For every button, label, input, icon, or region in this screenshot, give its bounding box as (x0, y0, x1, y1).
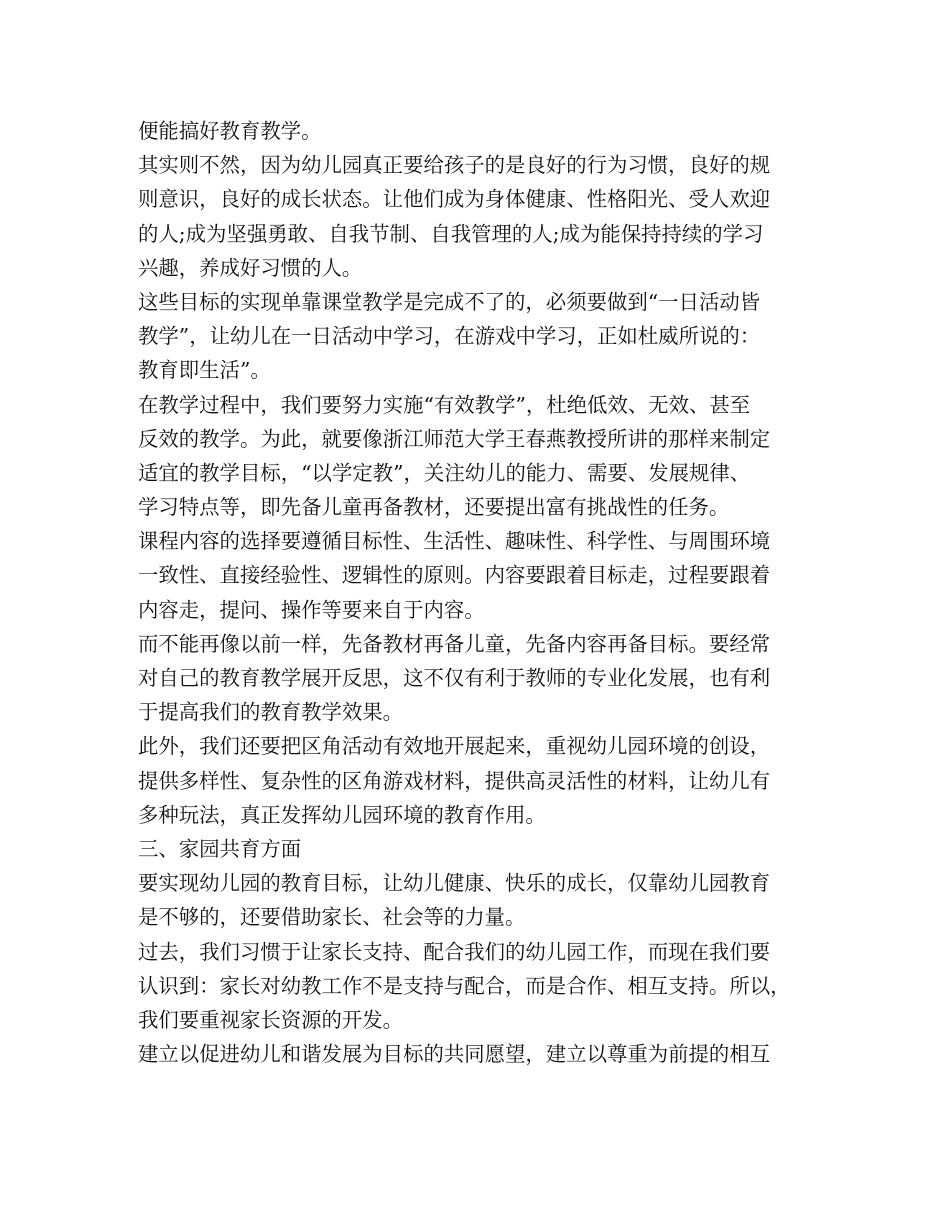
text-line: 学习特点等，即先备儿童再备教材，还要提出富有挑战性的任务。 (138, 495, 730, 520)
text-line: 认识到：家长对幼教工作不是支持与配合，而是合作、相互支持。所以， (138, 973, 791, 998)
text-line: 要实现幼儿园的教育目标，让幼儿健康、快乐的成长，仅靠幼儿园教育 (138, 871, 771, 896)
text-line: 对自己的教育教学展开反思，这不仅有利于教师的专业化发展，也有利 (138, 666, 771, 690)
text-line: 我们要重视家长资源的开发。 (138, 1007, 404, 1032)
text-line: 是不够的，还要借助家长、社会等的力量。 (138, 905, 526, 930)
text-line: 在教学过程中，我们要努力实施“有效教学”，杜绝低效、无效、甚至 (138, 392, 751, 417)
text-line: 兴趣，养成好习惯的人。 (138, 255, 363, 280)
text-line: 此外，我们还要把区角活动有效地开展起来，重视幼儿园环境的创设， (138, 734, 771, 759)
text-line: 反效的教学。为此，就要像浙江师范大学王春燕教授所讲的那样来制定 (138, 426, 771, 451)
text-line: 建立以促进幼儿和谐发展为目标的共同愿望，建立以尊重为前提的相互 (138, 1042, 771, 1067)
text-line: 适宜的教学目标，“以学定教”，关注幼儿的能力、需要、发展规律、 (138, 460, 751, 485)
text-line: 课程内容的选择要遵循目标性、生活性、趣味性、科学性、与周围环境 (138, 529, 771, 554)
text-line: 其实则不然，因为幼儿园真正要给孩子的是良好的行为习惯，良好的规 (138, 153, 771, 178)
section-heading: 三、家园共育方面 (138, 836, 302, 861)
text-line: 教育即生活”。 (138, 358, 271, 383)
text-line: 则意识，良好的成长状态。让他们成为身体健康、性格阳光、受人欢迎 (138, 187, 771, 212)
text-line: 过去，我们习惯于让家长支持、配合我们的幼儿园工作，而现在我们要 (138, 939, 771, 964)
text-line: 而不能再像以前一样，先备教材再备儿童，先备内容再备目标。要经常 (138, 631, 771, 656)
text-line: 于提高我们的教育教学效果。 (138, 700, 404, 725)
text-line: 便能搞好教育教学。 (138, 119, 322, 143)
text-line: 这些目标的实现单靠课堂教学是完成不了的，必须要做到“一日活动皆 (138, 289, 761, 314)
text-line: 提供多样性、复杂性的区角游戏材料，提供高灵活性的材料，让幼儿有 (138, 768, 771, 793)
body-text (138, 114, 828, 1071)
text-line: 的人;成为坚强勇敢、自我节制、自我管理的人;成为能保持持续的学习 (138, 221, 764, 246)
text-line: 一致性、直接经验性、逻辑性的原则。内容要跟着目标走，过程要跟着 (138, 563, 771, 588)
text-line: 教学”，让幼儿在一日活动中学习，在游戏中学习，正如杜威所说的： (138, 324, 761, 349)
text-line: 多种玩法，真正发挥幼儿园环境的教育作用。 (138, 802, 546, 827)
text-line: 内容走，提问、操作等要来自于内容。 (138, 597, 485, 622)
